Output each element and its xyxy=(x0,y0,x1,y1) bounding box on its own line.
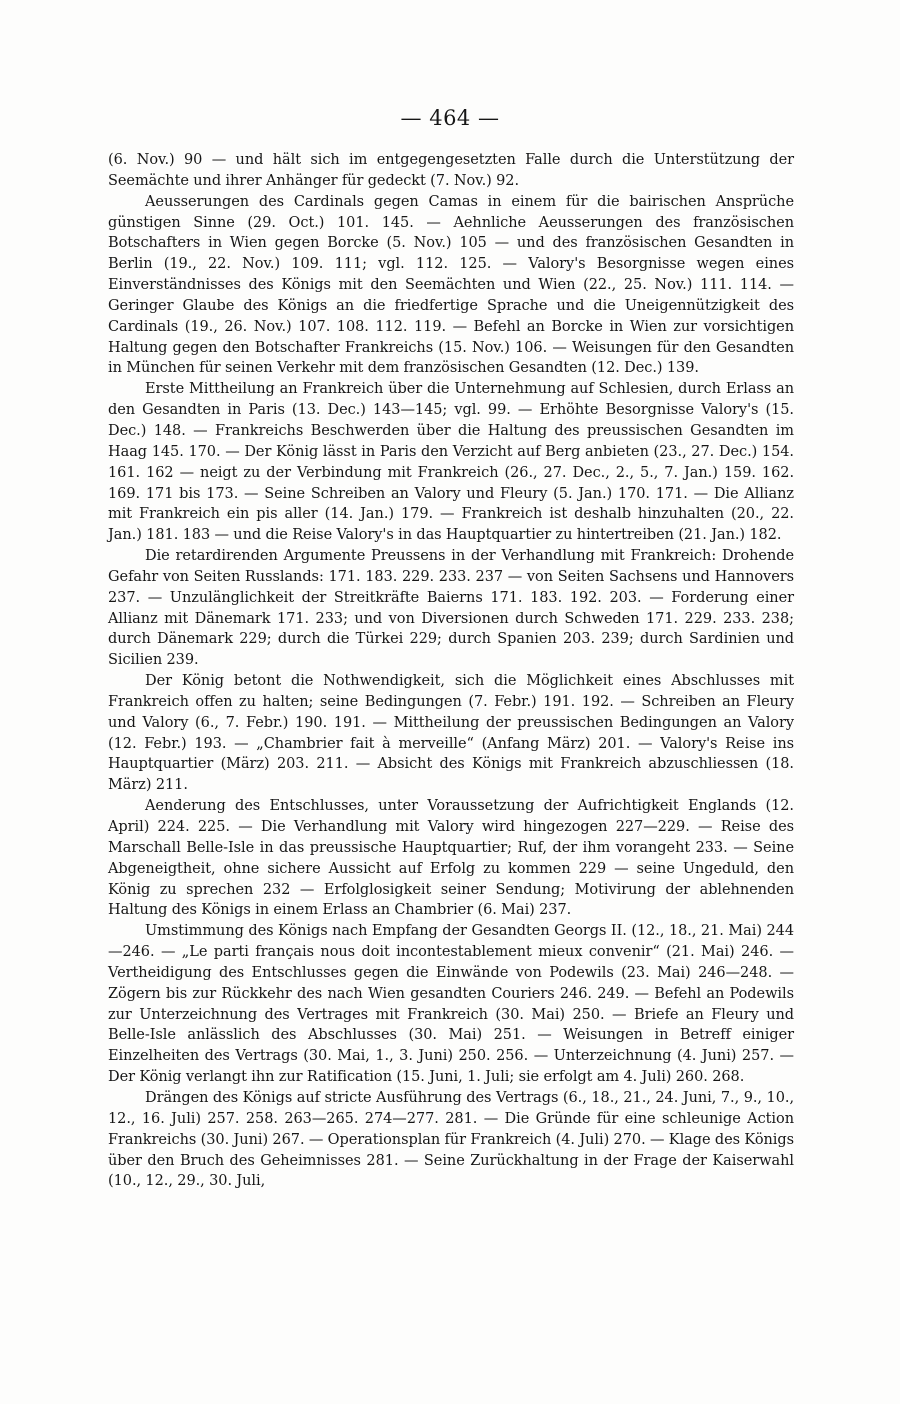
paragraph-change-of-mind: Umstimmung des Königs nach Empfang der Gesandten Georgs II. (12., 18., 21. Mai) 244—246. — „Le parti français nous doit incontestablement mieux convenir“ (21. Mai) 246. — Vertheidigung des Entschlusses gegen die Einwände von Podewils (23. Mai) 246—248. — Zögern bis zur Rückkehr des nach Wien gesandten Couriers 246. 249. — Befehl an Podewils zur Unterzeichnung des Vertrages mit Frankreich (30. Mai) 250. — Briefe an Fleury und Belle-Isle anlässlich des Abschlusses (30. Mai) 251. — Weisungen in Betreff einiger Einzelheiten des Vertrags (30. Mai, 1., 3. Juni) 250. 256. — Unterzeichnung (4. Juni) 257. — Der König verlangt ihn zur Ratification (15. Juni, 1. Juli; sie erfolgt am 4. Juli) 260. 268. xyxy=(108,923,794,1086)
page-number-header: — 464 — xyxy=(400,106,500,130)
paragraph-pressing-execution: Drängen des Königs auf stricte Ausführung des Vertrags (6., 18., 21., 24. Juni, 7., 9., 10., 12., 16. Juli) 257. 258. 263—265. 274—277. 281. — Die Gründe für eine schleunige Action Frankreichs (30. Juni) 267. — Operationsplan für Frankreich (4. Juli) 270. — Klage des Königs über den Bruch des Geheimnisses 281. — Seine Zurückhaltung in der Frage der Kaiserwahl (10., 12., 29., 30. Juli, xyxy=(108,1089,794,1190)
paragraph-cardinal-remarks: Aeusserungen des Cardinals gegen Camas in einem für die bairischen Ansprüche günstigen Sinne (29. Oct.) 101. 145. — Aehnliche Aeusserungen des französischen Botschafters in Wien gegen Borcke (5. Nov.) 105 — und des französischen Gesandten in Berlin (19., 22. Nov.) 109. 111; vgl. 112. 125. — Valory's Besorgnisse wegen eines Einverständnisses des Königs mit den Seemächten und Wien (22., 25. Nov.) 111. 114. — Geringer Glaube des Königs an die friedfertige Sprache und die Uneigennützigkeit des Cardinals (19., 26. Nov.) 107. 108. 112. 119. — Befehl an Borcke in Wien zur vorsichtigen Haltung gegen den Botschafter Frankreichs (15. Nov.) 106. — Weisungen für den Gesandten in München für seinen Verkehr mit dem französischen Gesandten (12. Dec.) 139. xyxy=(108,193,794,377)
paragraph-first-communication: Erste Mittheilung an Frankreich über die Unternehmung auf Schlesien, durch Erlass an den Gesandten in Paris (13. Dec.) 143—145; vgl. 99. — Erhöhte Besorgnisse Valory's (15. Dec.) 148. — Frankreichs Beschwerden über die Haltung des preussischen Gesandten im Haag 145. 170. — Der König lässt in Paris den Verzicht auf Berg anbieten (23., 27. Dec.) 154. 161. 162 — neigt zu der Verbindung mit Frankreich (26., 27. Dec., 2., 5., 7. Jan.) 159. 162. 169. 171 bis 173. — Seine Schreiben an Valory und Fleury (5. Jan.) 170. 171. — Die Allianz mit Frankreich ein pis aller (14. Jan.) 179. — Frankreich ist deshalb hinzuhalten (20., 22. Jan.) 181. 183 — und die Reise Valory's in das Hauptquartier zu hintertreiben (21. Jan.) 182. xyxy=(108,381,794,544)
paragraph-retarding-arguments: Die retardirenden Argumente Preussens in der Verhandlung mit Frankreich: Drohende Gefahr von Seiten Russlands: 171. 183. 229. 233. 237 — von Seiten Sachsens und Hannovers 237. — Unzulänglichkeit der Streitkräfte Baierns 171. 183. 192. 203. — Forderung einer Allianz mit Dänemark 171. 233; und von Diversionen durch Schweden 171. 229. 233. 238; durch Dänemark 229; durch die Türkei 229; durch Spanien 203. 239; durch Sardinien und Sicilien 239. xyxy=(108,548,794,669)
index-body-text xyxy=(108,150,794,1192)
paragraph-continuation: (6. Nov.) 90 — und hält sich im entgegengesetzten Falle durch die Unterstützung der Seemächte und ihrer Anhänger für gedeckt (7. Nov.) 92. xyxy=(108,152,794,189)
paragraph-change-of-resolve: Aenderung des Entschlusses, unter Voraussetzung der Aufrichtigkeit Englands (12. April) 224. 225. — Die Verhandlung mit Valory wird hingezogen 227—229. — Reise des Marschall Belle-Isle in das preussische Hauptquartier; Ruf, der ihm vorangeht 233. — Seine Abgeneigtheit, ohne sichere Aussicht auf Erfolg zu kommen 229 — seine Ungeduld, den König zu sprechen 232 — Erfolglosigkeit seiner Sendung; Motivirung der ablehnenden Haltung des Königs in einem Erlass an Chambrier (6. Mai) 237. xyxy=(108,798,794,919)
paragraph-king-necessity: Der König betont die Nothwendigkeit, sich die Möglichkeit eines Abschlusses mit Frankreich offen zu halten; seine Bedingungen (7. Febr.) 191. 192. — Schreiben an Fleury und Valory (6., 7. Febr.) 190. 191. — Mittheilung der preussischen Bedingungen an Valory (12. Febr.) 193. — „Chambrier fait à merveille“ (Anfang März) 201. — Valory's Reise ins Hauptquartier (März) 203. 211. — Absicht des Königs mit Frankreich abzuschliessen (18. März) 211. xyxy=(108,673,794,794)
